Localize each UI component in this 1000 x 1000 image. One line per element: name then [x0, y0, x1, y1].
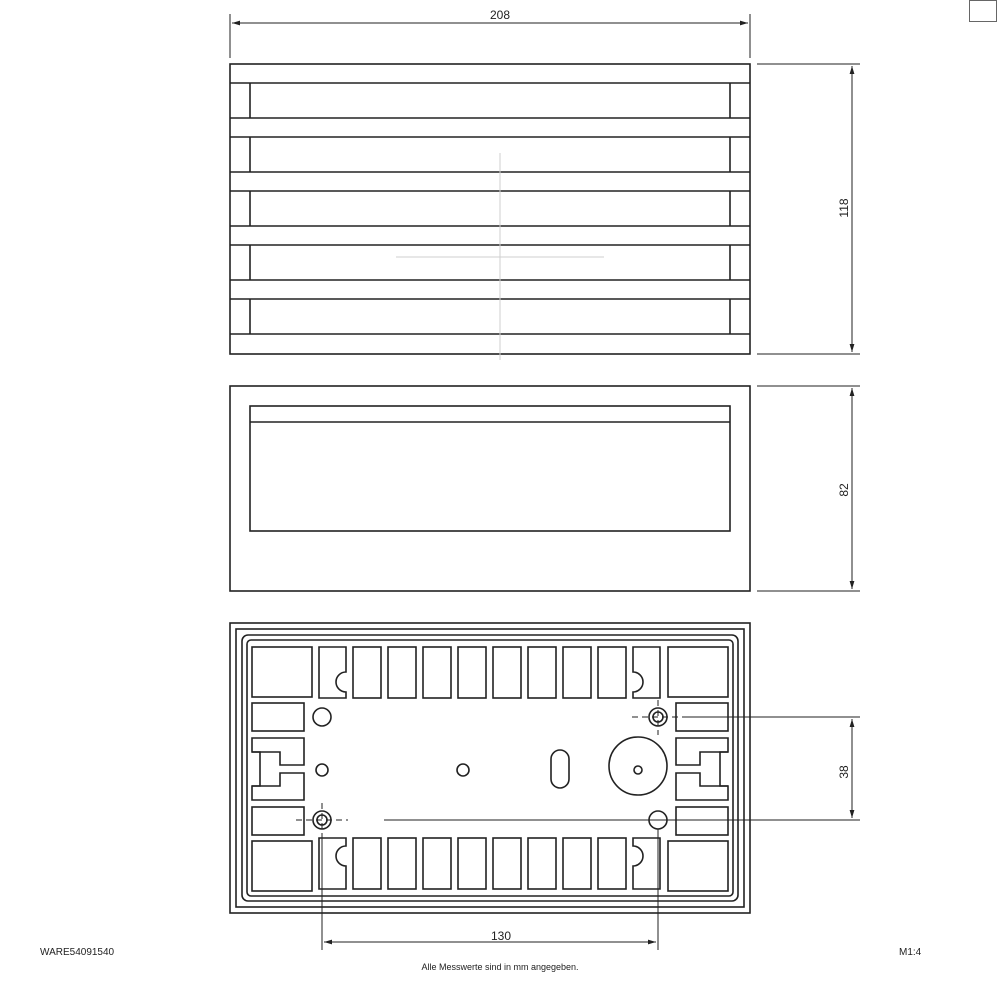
dim-height-label: 118 — [837, 198, 851, 218]
dim-mount-horizontal-label: 130 — [490, 929, 512, 943]
side-view — [230, 386, 750, 591]
front-view — [230, 64, 750, 360]
dim-mount-vertical-label: 38 — [837, 765, 851, 779]
slots-bottom — [353, 838, 626, 889]
article-number: WARE54091540 — [40, 947, 115, 958]
corner-box — [969, 0, 997, 22]
back-view — [230, 623, 750, 913]
scale-label: M1:4 — [899, 947, 922, 958]
dimension-lines — [230, 14, 860, 950]
louvre-slats — [230, 83, 750, 334]
hole-centerlines — [296, 700, 684, 838]
center-mark — [396, 153, 604, 360]
dim-width-label: 208 — [489, 8, 511, 22]
slots-top — [353, 647, 626, 698]
dim-depth-label: 82 — [837, 483, 851, 497]
footnote: Alle Messwerte sind in mm angegeben. — [421, 962, 579, 972]
